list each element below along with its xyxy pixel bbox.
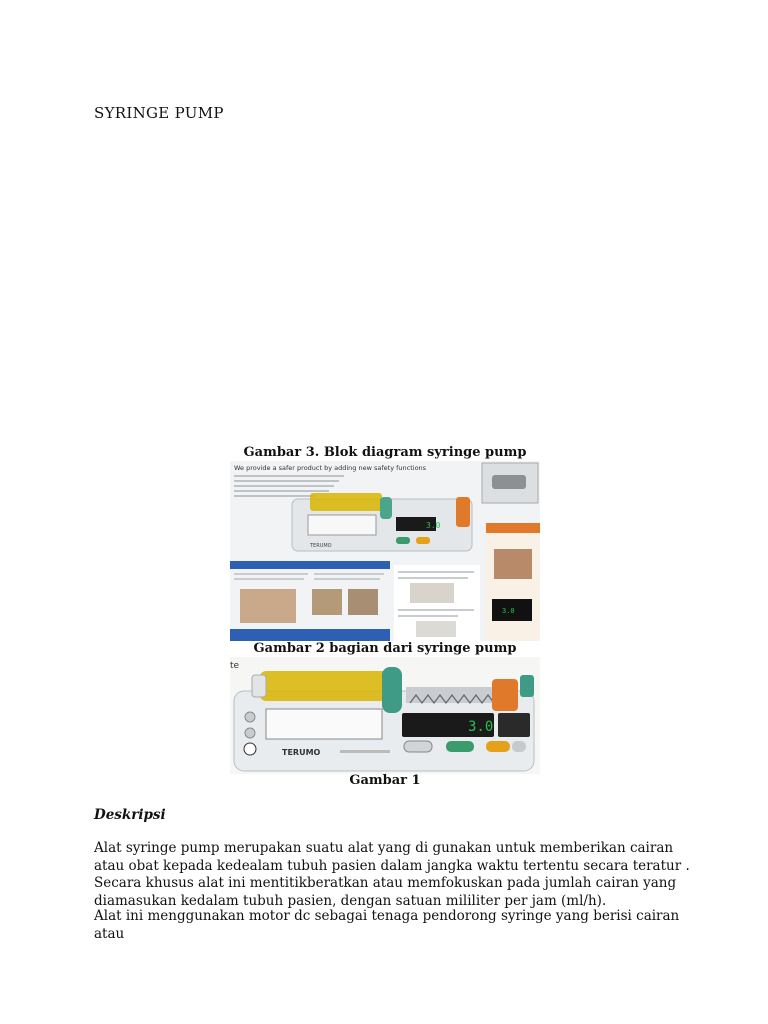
- label-panel: [266, 709, 382, 739]
- section-heading: Deskripsi: [94, 807, 166, 823]
- syringe-pump-photo: [230, 657, 540, 774]
- pump-brand-label: TERUMO: [282, 748, 321, 757]
- syringe-barrel: [260, 671, 390, 701]
- brochure-display-value: 3.0: [426, 521, 441, 530]
- photo-left-label: te: [230, 661, 240, 671]
- brochure-syringe: [310, 493, 382, 511]
- start-button: [446, 741, 474, 752]
- stop-button: [486, 741, 510, 752]
- paragraph-1: Alat syringe pump merupakan suatu alat yang di gunakan untuk memberikan cairan atau obat kepada kedealam tubuh pasien dalam jangka waktu tertentu secara teratur . Secara khusus alat ini mentitikberatkan atau memfokuskan pada jumlah cairan yang diamasukan kedalam tubuh pasien, dengan satuan mililiter per jam (ml/h).: [94, 840, 690, 909]
- purge-button: [404, 741, 432, 752]
- svg-text:3.0: 3.0: [502, 607, 515, 615]
- figure1-caption: Gambar 1: [349, 773, 421, 788]
- figure2-caption: Gambar 2 bagian dari syringe pump: [253, 641, 517, 656]
- figure3-caption: Gambar 3. Blok diagram syringe pump: [243, 445, 527, 460]
- display-value: 3.0: [468, 719, 494, 735]
- document-title: SYRINGE PUMP: [94, 104, 224, 122]
- brochure-image: [230, 461, 540, 641]
- brochure-pump-brand: TERUMO: [310, 543, 332, 549]
- brochure-headline: We provide a safer product by adding new safety functions: [234, 464, 427, 472]
- paragraph-2: Alat ini menggunakan motor dc sebagai tenaga pendorong syringe yang berisi cairan atau: [94, 908, 680, 942]
